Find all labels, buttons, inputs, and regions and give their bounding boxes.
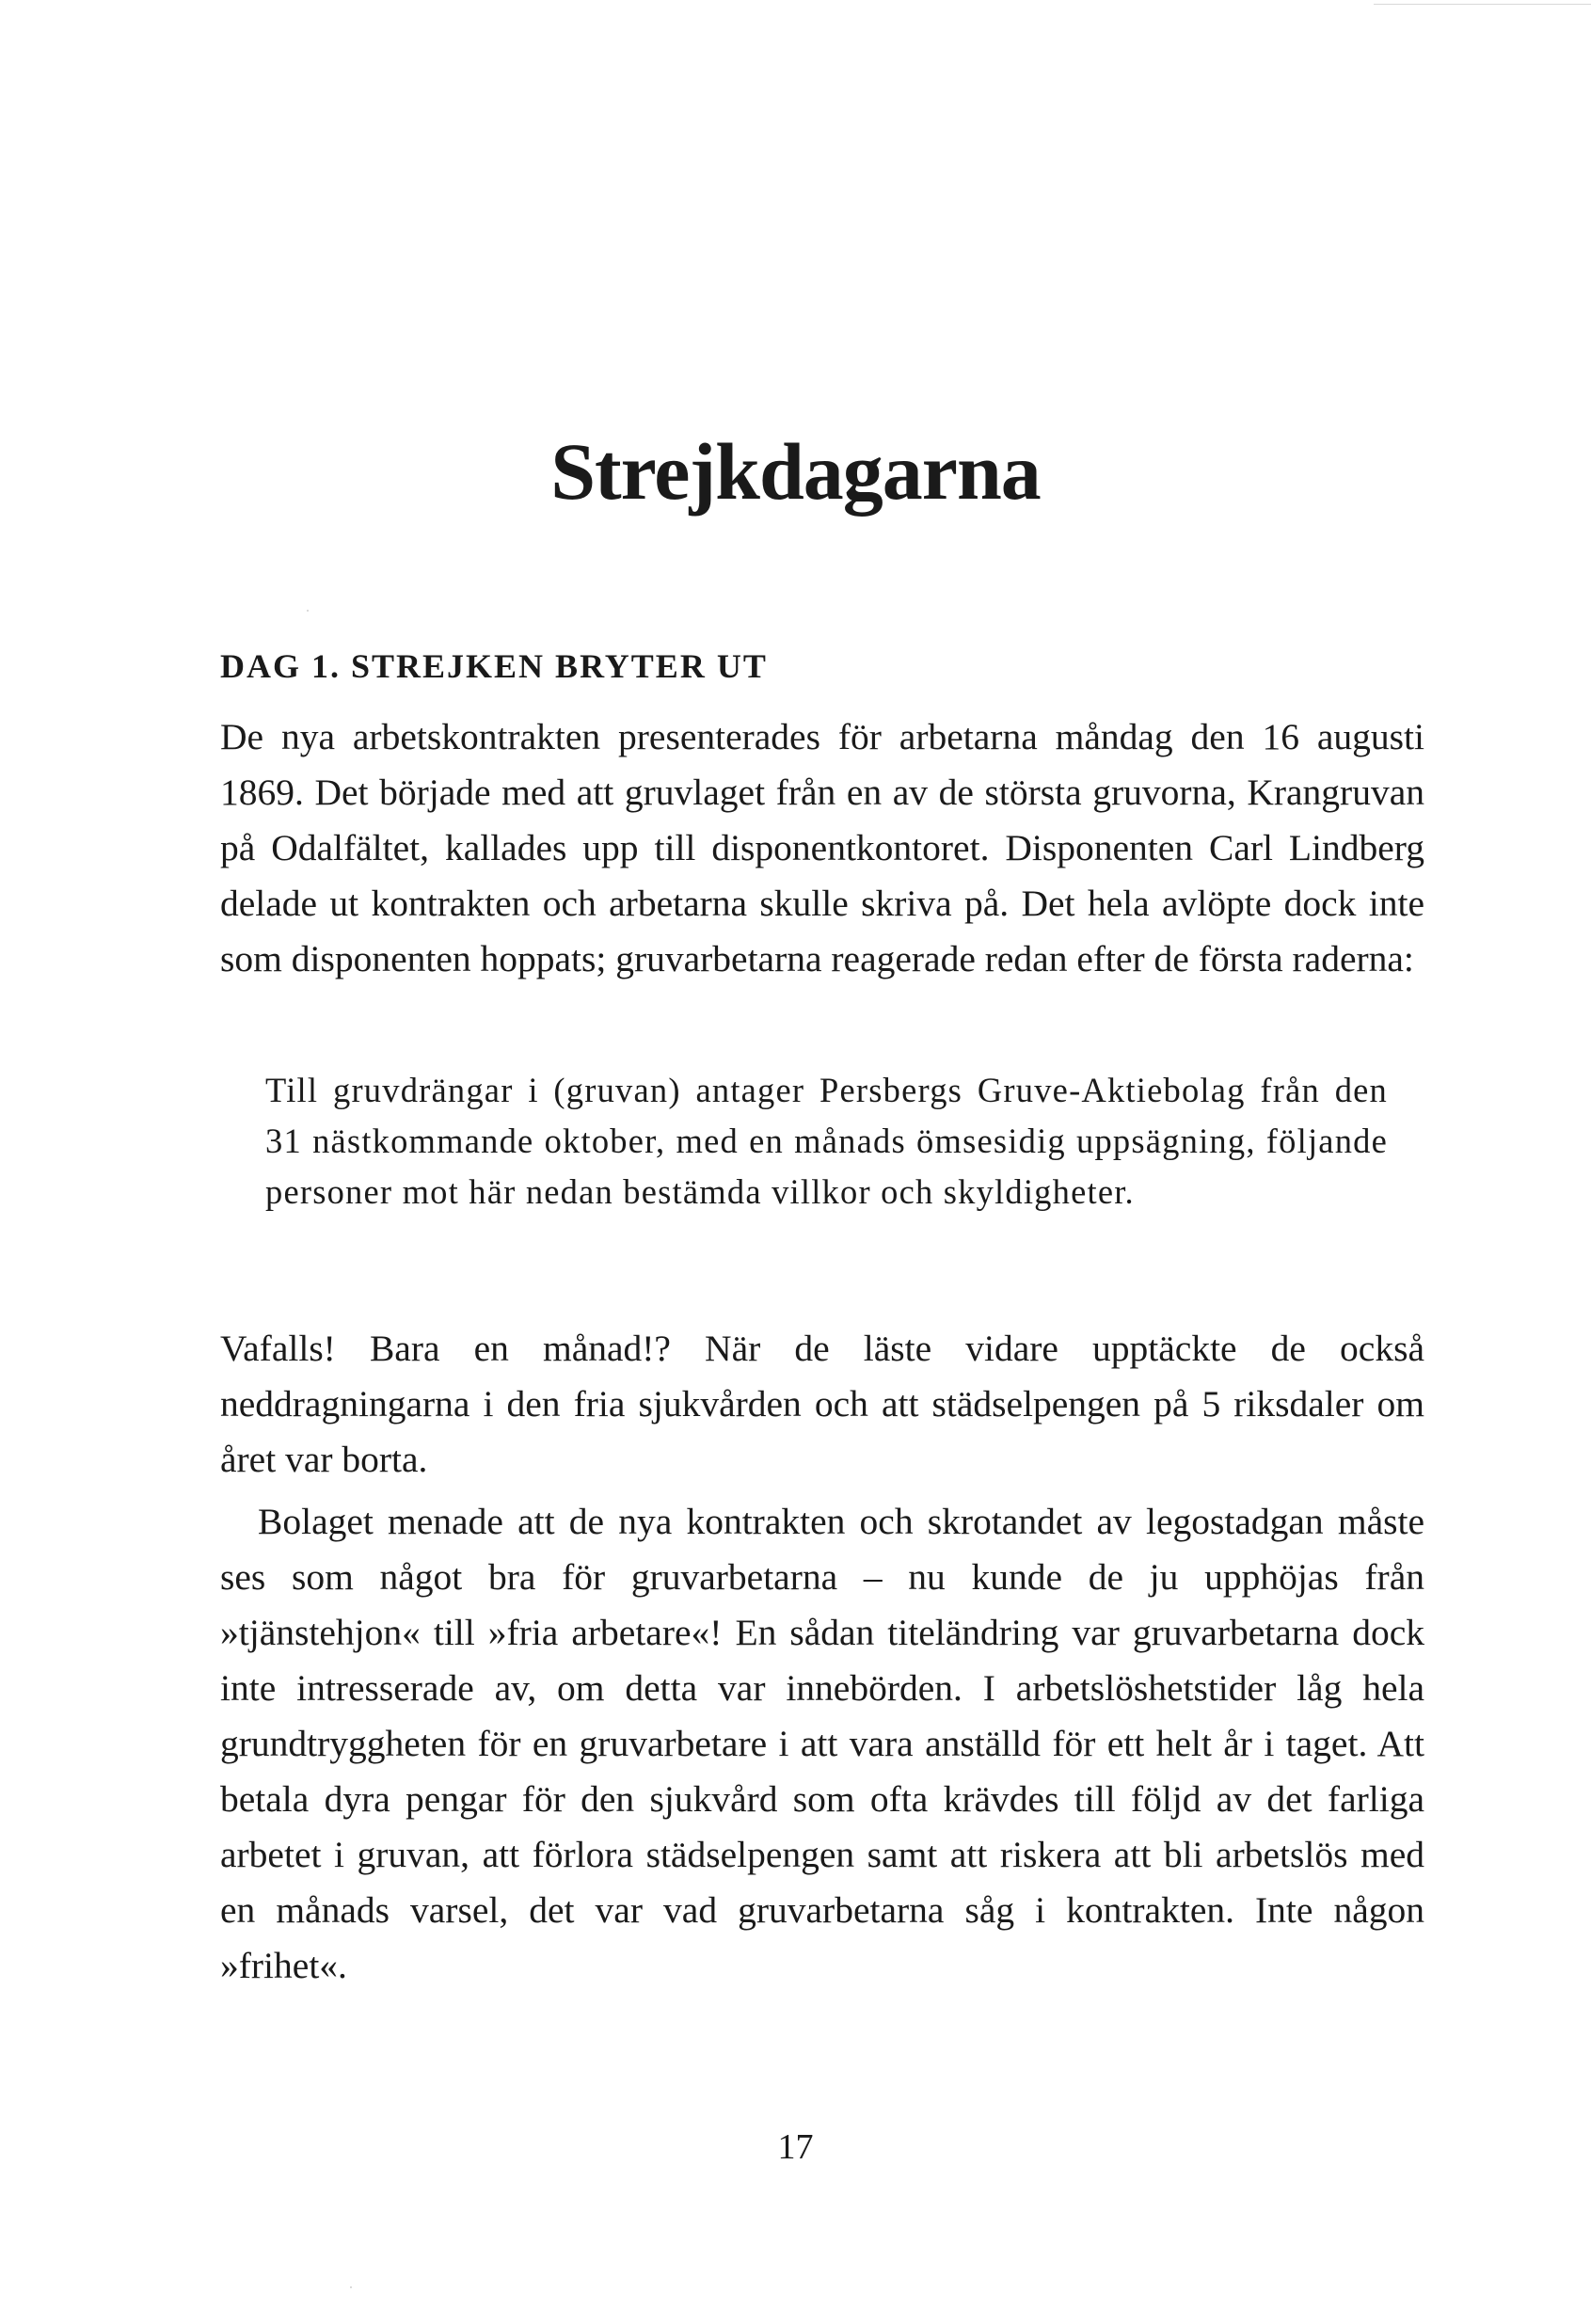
body-paragraph-3: Bolaget menade att de nya kontrakten och skrotandet av legostadgan måste ses som något bra för gruvarbetarna – nu kunde de ju upphöjas från »tjänstehjon« till »fria arbetare«! En sådan titeländring var gruvarbetarna dock inte intresserade av, om detta var innebörden. I arbetslöshetstider låg hela grundtryggheten för en gruvarbetare i att vara anställd för ett helt år i taget. Att betala dyra pengar för den sjukvård som ofta krävdes till följd av det farliga arbetet i gruvan, att förlora städselpengen samt att riskera att bli arbetslös med en månads varsel, det var vad gruvarbetarna såg i kontrakten. Inte någon »frihet«. (220, 1501, 1424, 1986)
scan-edge-line (1374, 4, 1591, 5)
block-quote: Till gruvdrängar i (gruvan) antager Persbergs Gruve-Aktiebolag från den 31 nästkommande oktober, med en månads ömsesidig uppsägning, följande personer mot här nedan bestämda villkor och skyldigheter. (265, 1071, 1388, 1211)
scan-speck (307, 610, 309, 612)
scan-speck (350, 2286, 352, 2288)
section-heading: DAG 1. STREJKEN BRYTER UT (220, 647, 768, 685)
chapter-title: Strejkdagarna (550, 426, 1041, 517)
body-paragraph-2: Vafalls! Bara en månad!? När de läste vidare upptäckte de också neddragningarna i den fria sjukvården och att städselpengen på 5 riksdaler om året var borta. (220, 1328, 1424, 1480)
page-number: 17 (777, 2127, 814, 2167)
body-paragraph-1: De nya arbetskontrakten presenterades för arbetarna måndag den 16 augusti 1869. Det började med att gruvlaget från en av de största gruvorna, Krangruvan på Odalfältet, kallades upp till disponentkontoret. Disponenten Carl Lindberg delade ut kontrakten och arbetarna skulle skriva på. Det hela avlöpte dock inte som disponenten hoppats; gruvarbetarna reagerade redan efter de första raderna: (220, 716, 1424, 979)
